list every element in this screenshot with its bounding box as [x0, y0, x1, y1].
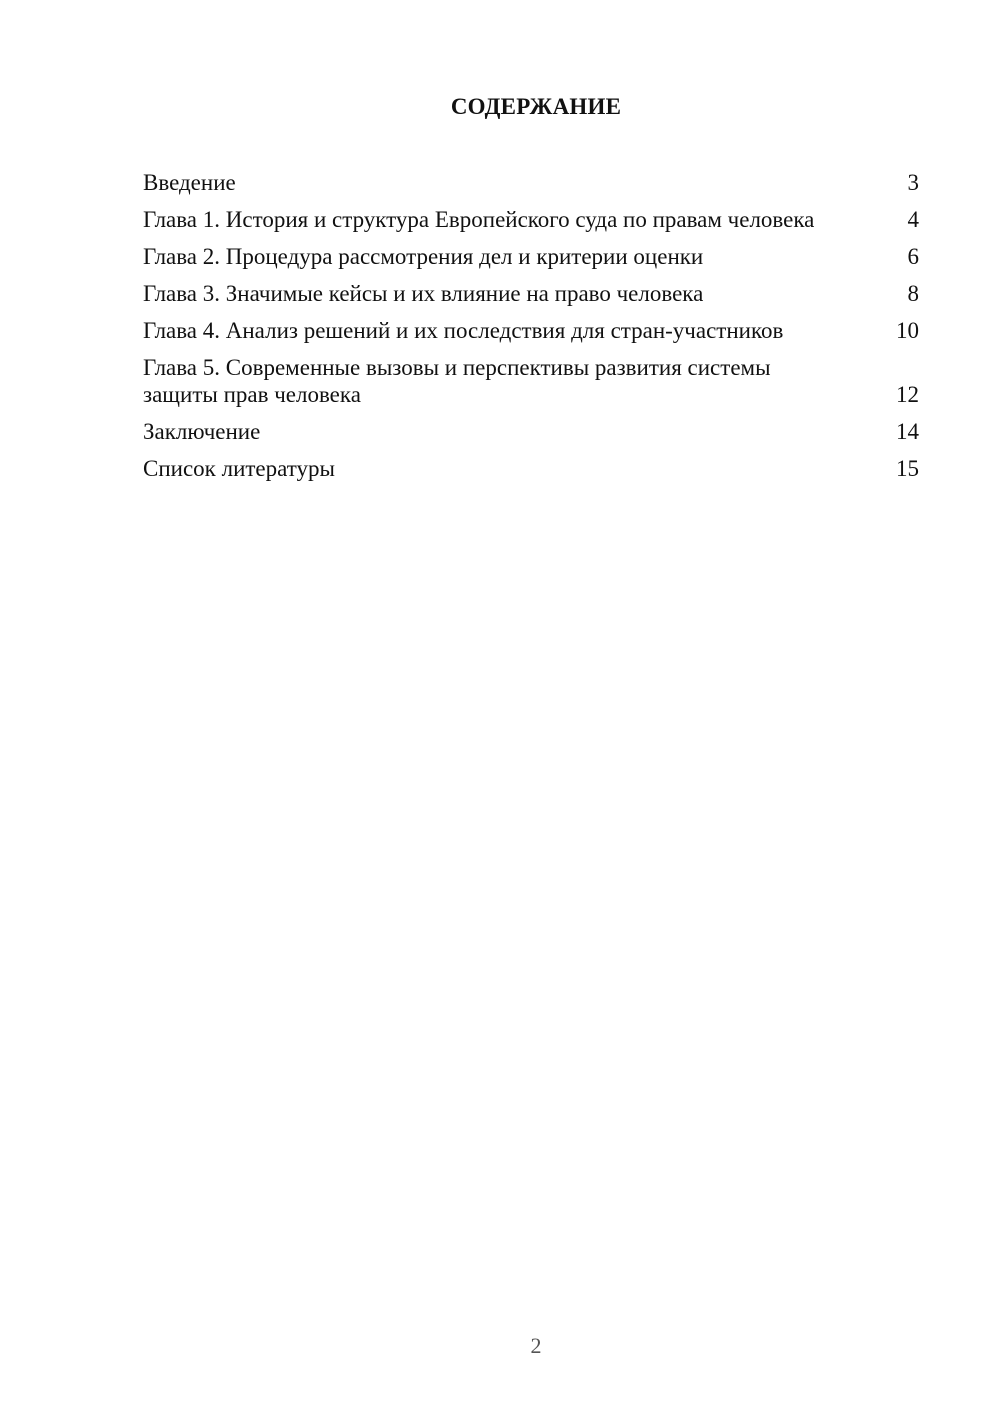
toc-entry-label: Список литературы	[143, 456, 335, 481]
page-title: СОДЕРЖАНИЕ	[450, 94, 622, 119]
toc-entry-introduction	[143, 169, 919, 196]
toc-entry-label: Глава 1. История и структура Европейского суда по правам человека	[143, 207, 815, 232]
page-number: 2	[530, 1333, 542, 1358]
toc-entry-page: 14	[896, 419, 919, 444]
toc-entry-chapter-1	[143, 206, 919, 233]
table-of-contents	[143, 169, 919, 492]
toc-entry-chapter-3	[143, 280, 919, 307]
toc-entry-page: 10	[896, 318, 919, 343]
toc-entry-page: 12	[896, 382, 919, 407]
toc-entry-page: 3	[907, 170, 919, 195]
toc-entry-label: Глава 4. Анализ решений и их последствия для стран-участников	[143, 318, 784, 343]
toc-entry-chapter-5	[143, 354, 919, 408]
toc-entry-label: Глава 5. Современные вызовы и перспективы развития системы защиты прав человека	[143, 355, 771, 407]
toc-entry-conclusion	[143, 418, 919, 445]
toc-entry-label: Заключение	[143, 419, 261, 444]
toc-entry-references	[143, 455, 919, 482]
toc-entry-page: 8	[907, 281, 919, 306]
toc-entry-chapter-4	[143, 317, 919, 344]
toc-entry-chapter-2	[143, 243, 919, 270]
toc-entry-page: 6	[907, 244, 919, 269]
toc-entry-label: Введение	[143, 170, 236, 195]
toc-entry-label: Глава 3. Значимые кейсы и их влияние на право человека	[143, 281, 704, 306]
toc-entry-page: 4	[907, 207, 919, 232]
toc-entry-label: Глава 2. Процедура рассмотрения дел и критерии оценки	[143, 244, 704, 269]
toc-entry-page: 15	[896, 456, 919, 481]
